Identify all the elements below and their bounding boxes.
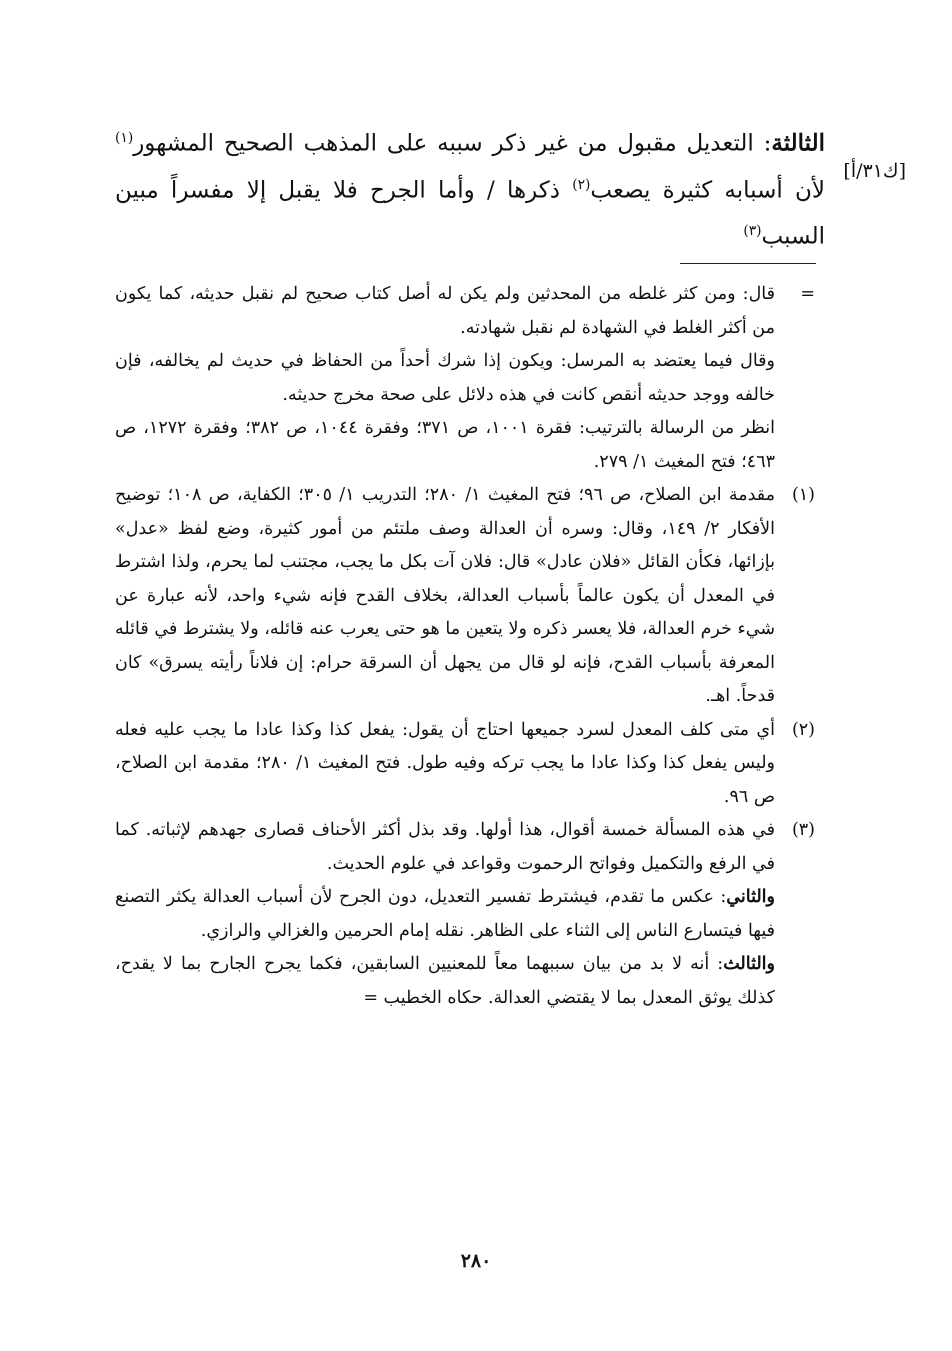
heading-third: الثالثة [771, 129, 825, 157]
page-number: ٢٨٠ [460, 1250, 492, 1272]
footnote-ref-3: (٣) [743, 223, 762, 240]
footnote-continuation: = قال: ومن كثر غلطه من المحدثين ولم يكن له أصل كتاب صحيح لم نقبل حديثه، كما يكون من أكثر الغلط في الشهادة لم نقبل شهادته. وقال فيما يعتضد به المرسل: ويكون إذا شرك أحداً من الحفاظ في حديث لم يخالفه، فإن خالفه ووجد حديثه أنقص كانت في هذه دلائل على صحة مخرج حديثه. انظر من الرسالة بالترتيب: فقرة ١٠٠١، ص ٣٧١؛ وفقرة ١٠٤٤، ص ٣٨٢؛ وفقرة ١٢٧٢، ص ٤٦٣؛ فتح المغيث ١/ ٢٧٩. [115, 278, 815, 479]
footnote-2: (٢) أي متى كلف المعدل لسرد جميعها احتاج أن يقول: يفعل كذا وكذا عادا ما يجب عليه فعله وليس يفعل كذا وكذا عادا ما يجب تركه وفيه طول. فتح المغيث ١/ ٢٨٠؛ مقدمة ابن الصلاح، ص ٩٦. [115, 714, 815, 815]
footnote-number: (٢) [791, 719, 815, 740]
footnote-divider [680, 263, 816, 264]
footnote-ref-1: (١) [115, 130, 134, 146]
footnote-3: (٣) في هذه المسألة خمسة أقوال، هذا أولها. وقد بذل أكثر الأحناف قصارى جهدهم لإثباته. كما في الرفع والتكميل وفواتح الرحموت وقواعد في علوم الحديث. والثاني: عكس ما تقدم، فيشترط تفسير التعديل، دون الجرح لأن أسباب العدالة يكثر التصنع فيها فيتسارع الناس إلى الثناء على الظاهر. نقله إمام الحرمين والغزالي والرازي. والثالث: أنه لا بد من بيان سببهما معاً للمعنيين السابقين، فكما يجرح الجارح بما لا يقدح، كذلك يوثق المعدل بما لا يقتضي العدالة. حكاه الخطيب = [115, 814, 815, 1015]
footnote-number: (١) [791, 485, 815, 505]
footnote-1: (١) مقدمة ابن الصلاح، ص ٩٦؛ فتح المغيث ١/ ٢٨٠؛ التدريب ١/ ٣٠٥؛ الكفاية، ص ١٠٨؛ توضيح الأفكار ٢/ ١٤٩، وقال: وسره أن العدالة وصف ملتئم من أمور كثيرة، وضع لفظ «عدل» بإزائها، فكأن القائل «فلان عادل» قال: فلان آت بكل ما يجب، مجتنب لما يحرم، ولذا اشترط في المعدل أن يكون عالماً بأسباب العدالة، بخلاف القدح فإنه شيء واحد، لأنه عبارة عن شيء خرم العدالة، فلا يعسر ذكره ولا يتعين ما هو حتى يعرب عنه قائله، ولا يشترط في قائله المعرفة بأسباب القدح، فإنه لو قال من يجهل أن السرقة حرام: إن فلاناً رأيته يسرق» كان قدحاً. اهـ. [115, 479, 815, 714]
footnote-number: (٣) [791, 820, 815, 840]
continuation-marker: = [800, 284, 815, 304]
main-text [115, 118, 825, 258]
footnote-ref-2: (٢) [572, 176, 591, 193]
manuscript-folio-reference: [ك٣١/أ] [843, 160, 906, 182]
footnotes [115, 278, 815, 1015]
main-paragraph: الثالثة: التعديل مقبول من غير ذكر سببه على المذهب الصحيح المشهور$^{(١)}$ لأن أسبابه كثيرة يصعب$^{(٢)}$ ذكرها / وأما الجرح فلا يقبل إلا مفسراً مبين السبب$^{(٣)}$ [115, 129, 825, 250]
